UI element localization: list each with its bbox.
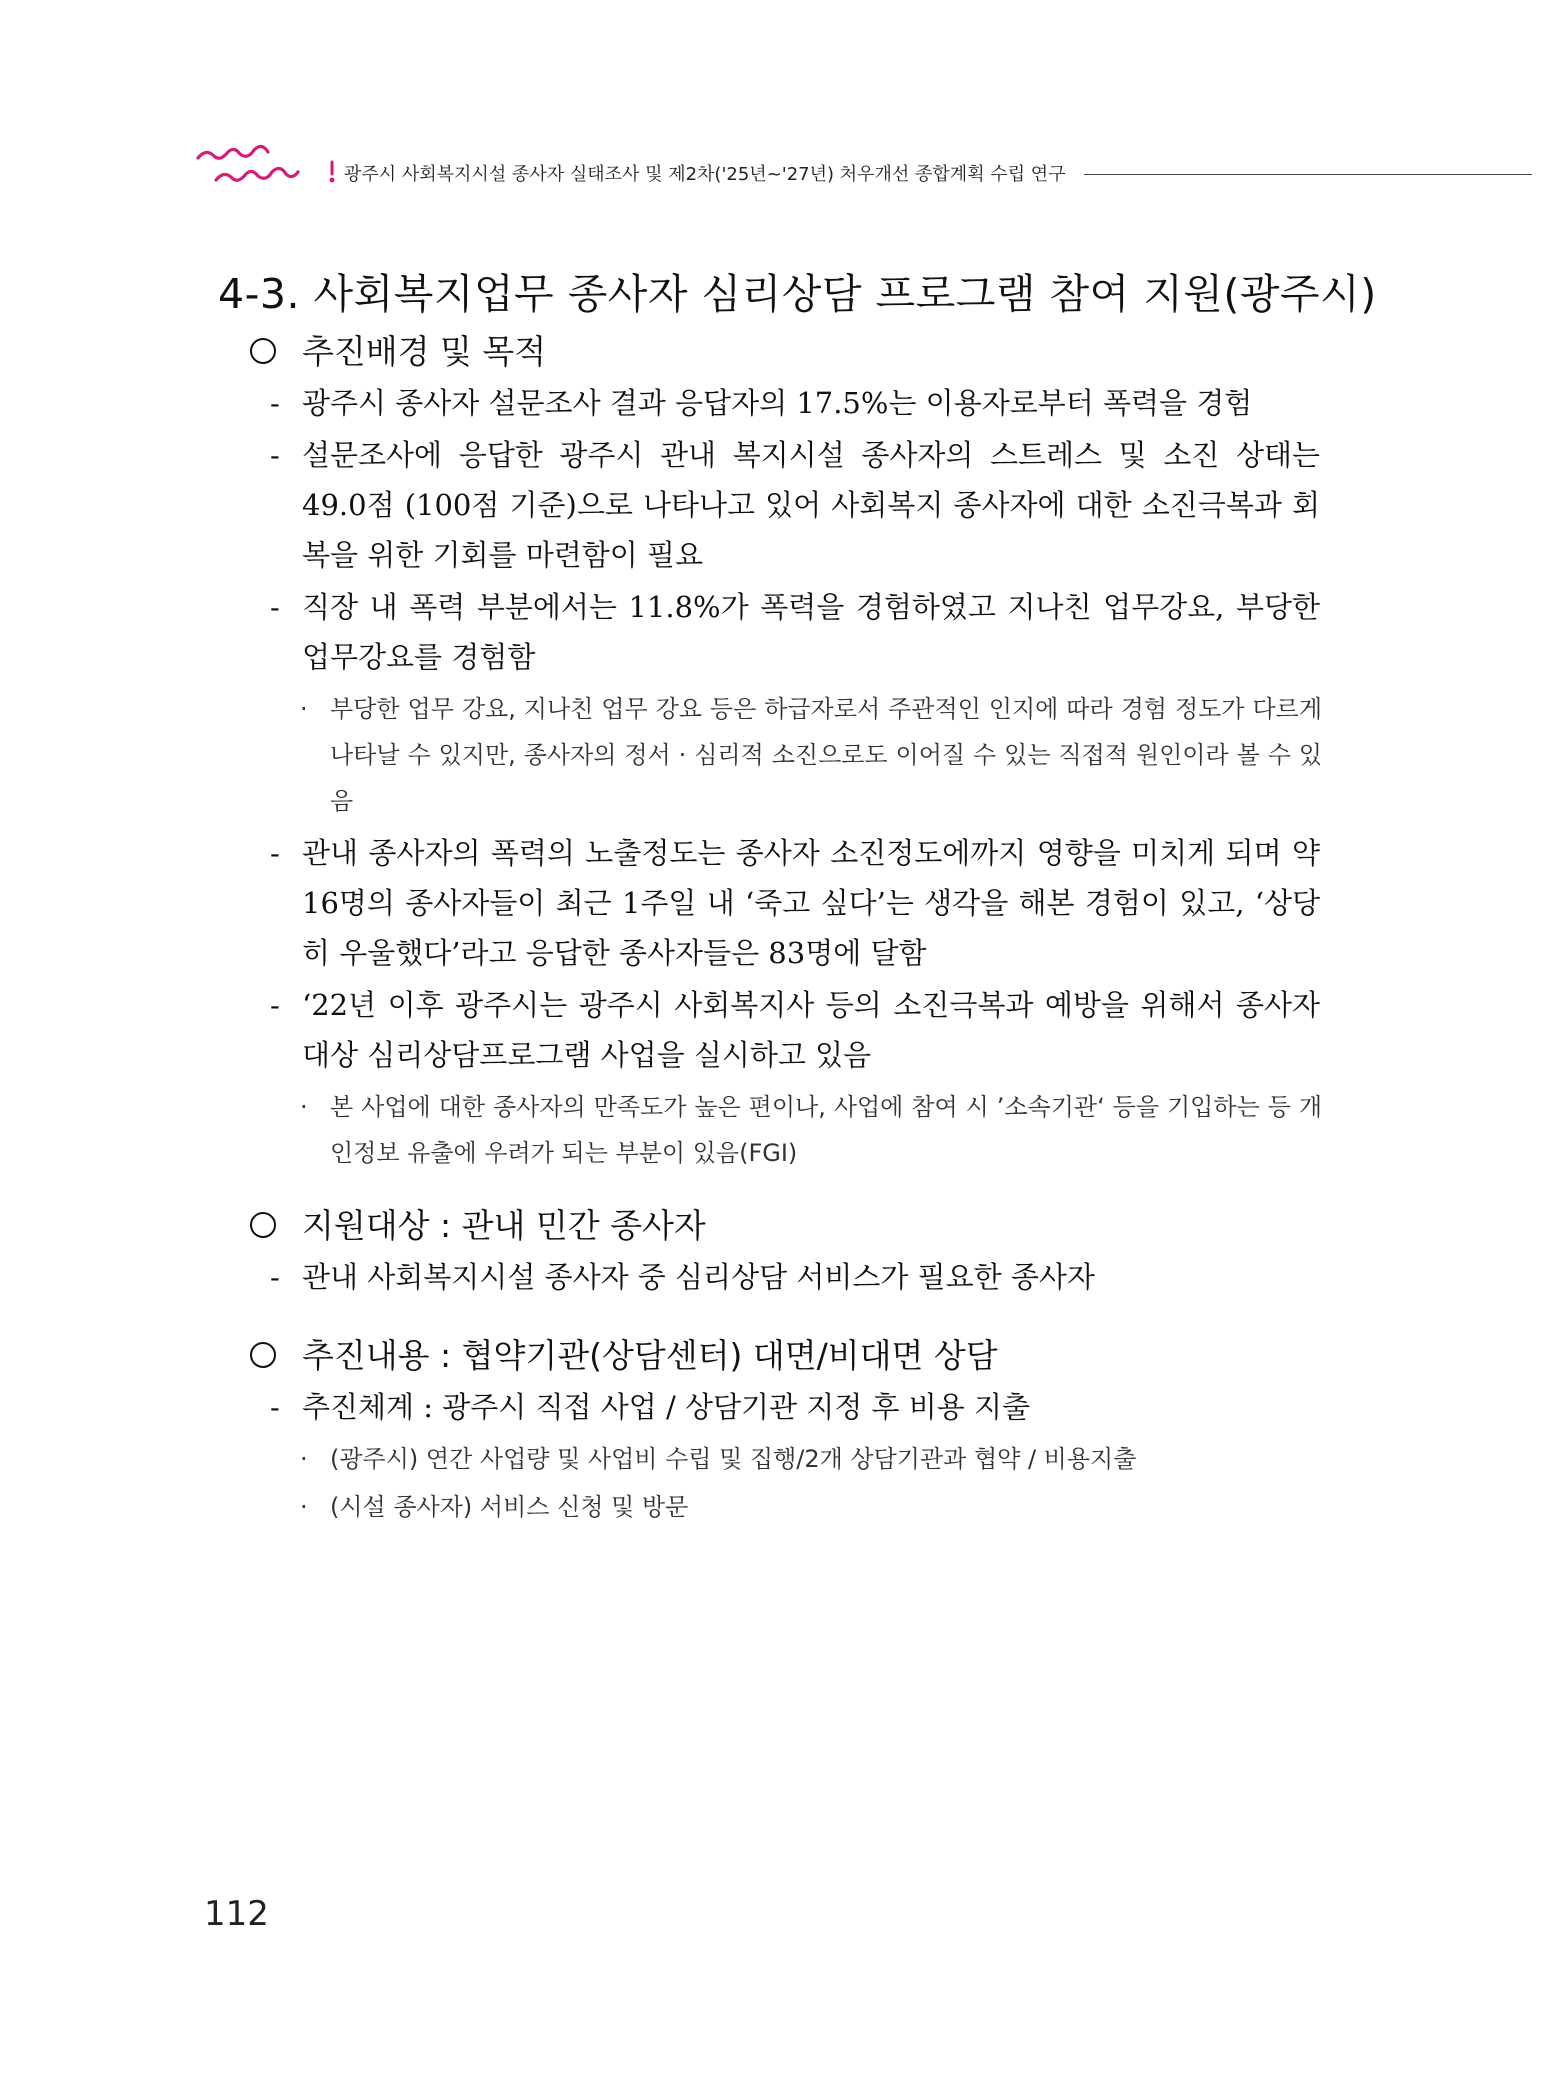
dash-marker: -	[270, 590, 280, 624]
sub-list-item: · (광주시) 연간 사업량 및 사업비 수립 및 집행/2개 상담기관과 협약 / 비용지출	[300, 1436, 1322, 1482]
subsection-heading-background: 추진배경 및 목적	[250, 326, 546, 373]
circle-marker-icon	[250, 338, 276, 364]
list-item: - 관내 종사자의 폭력의 노출정도는 종사자 소진정도에까지 영향을 미치게 되며 약 16명의 종사자들이 최근 1주일 내 ‘죽고 싶다’는 생각을 해본 경험이 있고, ‘상당히 우울했다’라고 응답한 종사자들은 83명에 달함	[270, 828, 1320, 978]
dot-marker: ·	[300, 1445, 308, 1473]
sub-list-item: · (시설 종사자) 서비스 신청 및 방문	[300, 1484, 1322, 1530]
dash-marker: -	[270, 1260, 280, 1294]
dash-marker: -	[270, 1390, 280, 1424]
list-item: - 설문조사에 응답한 광주시 관내 복지시설 종사자의 스트레스 및 소진 상태는 49.0점 (100점 기준)으로 나타나고 있어 사회복지 종사자에 대한 소진극복과 회복을 위한 기회를 마련함이 필요	[270, 430, 1320, 580]
dash-marker: -	[270, 988, 280, 1022]
circle-marker-icon	[250, 1342, 276, 1368]
sub-list-item: · 본 사업에 대한 종사자의 만족도가 높은 편이나, 사업에 참여 시 ’소속기관‘ 등을 기입하는 등 개인정보 유출에 우려가 되는 부분이 있음(FGI)	[300, 1084, 1322, 1176]
dot-marker: ·	[300, 1493, 308, 1521]
header-divider	[1084, 174, 1532, 175]
section-title: 4-3. 사회복지업무 종사자 심리상담 프로그램 참여 지원(광주시)	[218, 270, 1377, 319]
dot-marker: ·	[300, 1093, 308, 1121]
list-item: - 관내 사회복지시설 종사자 중 심리상담 서비스가 필요한 종사자	[270, 1252, 1320, 1302]
dash-marker: -	[270, 836, 280, 870]
page-number: 112	[204, 1894, 269, 1934]
city-slogan-logo	[192, 140, 342, 192]
page-header	[192, 140, 1532, 200]
circle-marker-icon	[250, 1212, 276, 1238]
list-item: - 광주시 종사자 설문조사 결과 응답자의 17.5%는 이용자로부터 폭력을 경험	[270, 378, 1320, 428]
sub-list-item: · 부당한 업무 강요, 지나친 업무 강요 등은 하급자로서 주관적인 인지에 따라 경험 정도가 다르게 나타날 수 있지만, 종사자의 정서 · 심리적 소진으로도 이어질 수 있는 직접적 원인이라 볼 수 있음	[300, 686, 1322, 824]
dash-marker: -	[270, 386, 280, 420]
list-item: - 추진체계 : 광주시 직접 사업 / 상담기관 지정 후 비용 지출	[270, 1382, 1320, 1432]
list-item: - 직장 내 폭력 부분에서는 11.8%가 폭력을 경험하였고 지나친 업무강요, 부당한 업무강요를 경험함	[270, 582, 1320, 682]
dot-marker: ·	[300, 695, 308, 723]
dash-marker: -	[270, 438, 280, 472]
subsection-heading-content: 추진내용 : 협약기관(상담센터) 대면/비대면 상담	[250, 1330, 998, 1377]
list-item: - ‘22년 이후 광주시는 광주시 사회복지사 등의 소진극복과 예방을 위해서 종사자 대상 심리상담프로그램 사업을 실시하고 있음	[270, 980, 1320, 1080]
subsection-heading-target: 지원대상 : 관내 민간 종사자	[250, 1200, 706, 1247]
running-title: 광주시 사회복지시설 종사자 실태조사 및 제2차('25년~'27년) 처우개선 종합계획 수립 연구	[344, 164, 1066, 185]
